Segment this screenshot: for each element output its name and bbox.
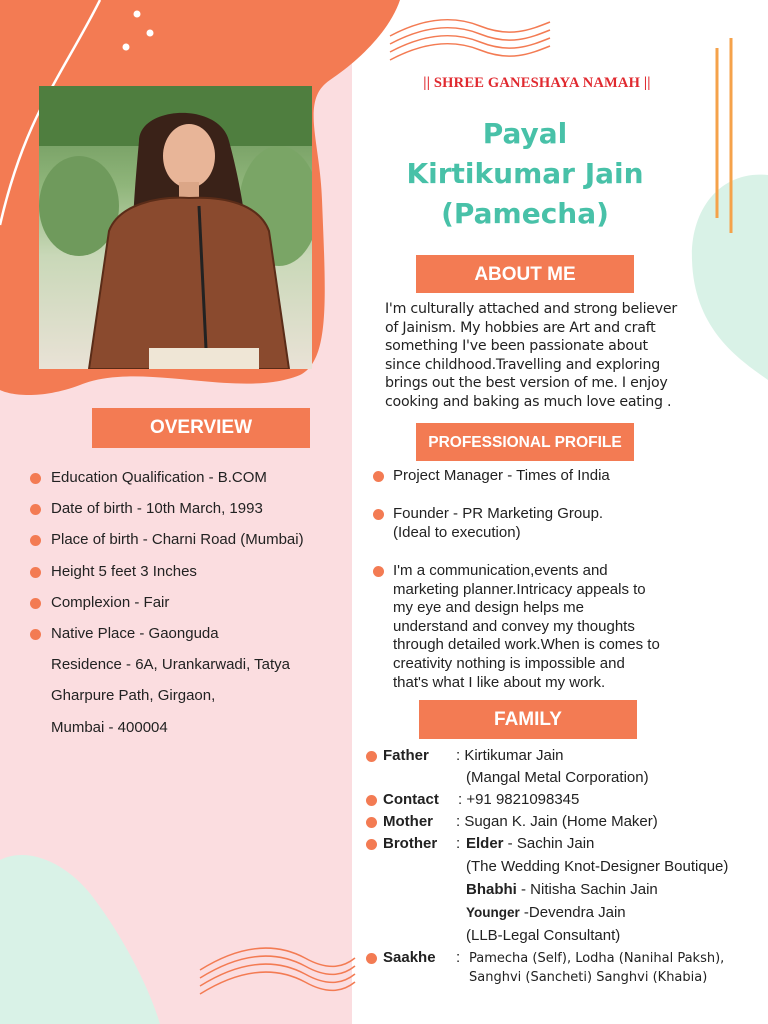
white-dot — [147, 30, 154, 37]
white-dot — [123, 44, 130, 51]
about-line: of Jainism. My hobbies are Art and craft — [385, 319, 656, 336]
blessing-header: || SHREE GANESHAYA NAMAH || — [423, 75, 651, 91]
contact-value: : +91 9821098345 — [458, 791, 580, 808]
elder-business: (The Wedding Knot-Designer Boutique) — [466, 858, 729, 875]
profile-line: that's what I like about my work. — [393, 673, 606, 691]
bullet-icon — [366, 817, 377, 828]
elder-entry — [466, 833, 594, 855]
profile-line: through detailed work.When is comes to — [393, 636, 660, 654]
list-item — [30, 561, 304, 592]
profile-line: Founder - PR Marketing Group. — [393, 505, 604, 522]
about-line: brings out the best version of me. I enjoy — [385, 375, 668, 392]
younger-profession: (LLB-Legal Consultant) — [466, 927, 621, 944]
bullet-icon — [373, 471, 384, 482]
wave-line — [200, 956, 355, 978]
profile-line: my eye and design helps me — [393, 599, 584, 617]
elder-value: - Sachin Jain — [503, 835, 595, 852]
elder-label: Elder — [466, 835, 504, 852]
bullet-icon — [366, 953, 377, 964]
brother-colon: : — [456, 835, 461, 852]
saakhe-line: Sanghvi (Sancheti) Sanghvi (Khabia) — [469, 970, 708, 985]
wave-line — [200, 972, 355, 994]
father-company: (Mangal Metal Corporation) — [466, 769, 649, 786]
wave-line — [200, 964, 355, 986]
profile-line: (Ideal to execution) — [393, 523, 521, 541]
list-item — [30, 529, 304, 560]
profile-line: marketing planner.Intricacy appeals to — [393, 580, 646, 598]
overview-list — [30, 467, 304, 748]
name-line: Kirtikumar Jain — [406, 157, 644, 190]
mother-label: Mother — [383, 813, 433, 830]
profile-item — [373, 505, 703, 542]
bullet-icon — [366, 795, 377, 806]
overview-text: Date of birth - 10th March, 1993 — [51, 500, 263, 518]
about-line: I'm culturally attached and strong believer — [385, 301, 677, 317]
wave-line — [200, 948, 355, 970]
mother-value: : Sugan K. Jain (Home Maker) — [456, 813, 658, 830]
name-line: Payal — [482, 117, 568, 150]
younger-value: -Devendra Jain — [519, 904, 626, 921]
bullet-icon — [373, 509, 384, 520]
bullet-icon — [30, 567, 41, 578]
profile-photo — [39, 86, 312, 369]
residence-line: Residence - 6A, Urankarwadi, Tatya — [51, 656, 291, 674]
name-line: (Pamecha) — [441, 197, 609, 230]
bullet-icon — [366, 751, 377, 762]
profile-line: Project Manager - Times of India — [393, 467, 610, 484]
bullet-icon — [30, 504, 41, 515]
saakhe-label: Saakhe — [383, 949, 436, 966]
about-line: since childhood.Travelling and exploring — [385, 356, 660, 373]
bullet-icon — [373, 566, 384, 577]
saakhe-values — [469, 949, 724, 987]
contact-label: Contact — [383, 791, 439, 808]
about-line: cooking and baking as much love eating . — [385, 393, 672, 410]
bhabhi-value: - Nitisha Sachin Jain — [516, 881, 658, 898]
bhabhi-label: Bhabhi — [466, 881, 517, 898]
overview-text: Height 5 feet 3 Inches — [51, 562, 197, 580]
residence-line: Mumbai - 400004 — [51, 718, 168, 736]
profile-line: creativity nothing is impossible and — [393, 654, 625, 672]
family-heading: FAMILY — [419, 700, 637, 739]
profile-item — [373, 562, 703, 692]
about-line: something I've been passionate about — [385, 338, 648, 355]
bullet-icon — [30, 629, 41, 640]
profile-item — [373, 467, 703, 486]
overview-text: Place of birth - Charni Road (Mumbai) — [51, 531, 304, 549]
bhabhi-entry — [466, 879, 658, 901]
younger-label: Younger — [466, 905, 520, 920]
overview-text: Native Place - Gaonguda — [51, 624, 219, 642]
bullet-icon — [30, 598, 41, 609]
bullet-icon — [30, 535, 41, 546]
father-value: : Kirtikumar Jain — [456, 747, 564, 764]
saakhe-colon: : — [456, 949, 461, 966]
father-label: Father — [383, 747, 429, 764]
overview-text: Complexion - Fair — [51, 593, 170, 611]
brother-label: Brother — [383, 835, 438, 852]
profile-line: understand and convey my thoughts — [393, 617, 635, 635]
list-item — [30, 467, 304, 498]
white-dot — [134, 11, 141, 18]
list-item — [30, 498, 304, 529]
list-item — [30, 623, 304, 654]
younger-entry — [466, 902, 626, 924]
bullet-icon — [366, 839, 377, 850]
list-item — [30, 592, 304, 623]
overview-heading: OVERVIEW — [92, 408, 310, 448]
overview-text: Education Qualification - B.COM — [51, 469, 267, 486]
professional-profile-heading: PROFESSIONAL PROFILE — [416, 423, 634, 461]
candidate-name — [360, 114, 690, 234]
residence-line: Gharpure Path, Girgaon, — [51, 687, 216, 705]
about-me-text — [385, 300, 685, 412]
saakhe-line: Pamecha (Self), Lodha (Nanihal Paksh), — [469, 951, 725, 966]
about-me-heading: ABOUT ME — [416, 255, 634, 293]
profile-line: I'm a communication,events and — [393, 562, 608, 579]
mint-blob-bottom-left — [0, 855, 160, 1024]
bullet-icon — [30, 473, 41, 484]
